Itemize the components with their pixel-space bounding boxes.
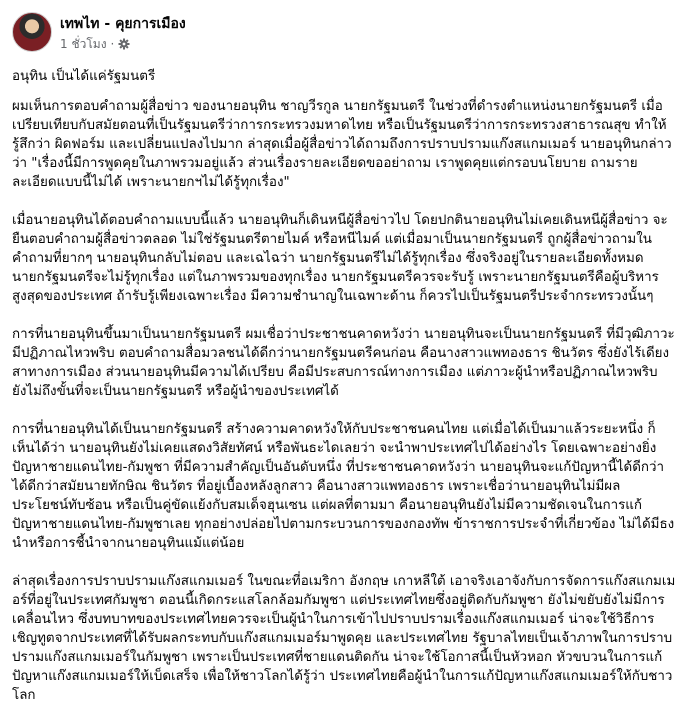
- post-paragraph-1: ผมเห็นการตอบคำถามผู้สื่อข่าว ของนายอนุทิน ชาญวีรกูล นายกรัฐมนตรี ในช่วงที่ดำรงตำแหน่งนายกรัฐมนตรี เมื่อเปรียบเทียบกับสมัยตอนที่เป็นรัฐมนตรีว่าการกระทรวงมหาดไทย หรือเป็นรัฐมนตรีว่าการกระทรวงสาธารณสุข ทำให้รู้สึกว่า ผิดฟอร์ม และเปลี่ยนแปลงไปมาก ล่าสุดเมื่อผู้สื่อข่าวได้ถามถึงการปราบปรามแก๊งสแกมเมอร์ นายอนุทินกล่าวว่า "เรื่องนี้มีการพูดคุยในภาพรวมอยู่แล้ว ส่วนเรื่องรายละเอียดขออย่าถาม เราพูดคุยแต่กรอบนโยบาย ถามรายละเอียดแบบนี้ไม่ได้ เพราะนายกฯไม่ได้รู้ทุกเรื่อง": [12, 99, 672, 190]
- post-timestamp[interactable]: 1 ชั่วโมง: [60, 37, 107, 51]
- post-body: [12, 67, 676, 724]
- post-paragraph-3: การที่นายอนุทินขึ้นมาเป็นนายกรัฐมนตรี ผมเชื่อว่าประชาชนคาดหวังว่า นายอนุทินจะเป็นนายกรัฐมนตรี ที่มีวุฒิภาวะมีปฏิภาณไหวพริบ ตอบคำถามสื่อมวลชนได้ดีกว่านายกรัฐมนตรีคนก่อน คือนางสาวแพทองธาร ชินวัตร ซึ่งยังไร้เดียงสาทางการเมือง ส่วนนายอนุทินมีความได้เปรียบ คือมีประสบการณ์ทางการเมือง แต่ภาวะผู้นำหรือปฏิภาณไหวพริบ ยังไม่ถึงขั้นที่จะเป็นนายกรัฐมนตรี หรือผู้นำของประเทศได้: [12, 327, 675, 399]
- author-name[interactable]: เทพไท - คุยการเมือง: [60, 16, 186, 32]
- gear-icon[interactable]: [118, 38, 130, 50]
- separator-dot: ·: [110, 37, 115, 51]
- post-paragraph-5: ล่าสุดเรื่องการปราบปรามแก๊งสแกมเมอร์ ในขณะที่อเมริกา อังกฤษ เกาหลีใต้ เอาจริงเอาจังกับการจัดการแก๊งสแกมเมอร์ที่อยู่ในประเทศกัมพูชา ตอนนี้เกิดกระแสโลกล้อมกัมพูชา แต่ประเทศไทยซึ่งอยู่ติดกับกัมพูชา ยังไม่ขยับยังไม่มีการเคลื่อนไหว ซึ่งบทบาทของประเทศไทยควรจะเป็นผู้นำในการเข้าไปปราบปรามเรื่องแก๊งสแกมเมอร์ น่าจะใช้วิธีการเชิญทูตจากประเทศที่ได้รับผลกระทบกับแก๊งสแกมเมอร์มาพูดคุย และประเทศไทย รัฐบาลไทยเป็นเจ้าภาพในการปราบปรามแก๊งสแกมเมอร์ในกัมพูชา เพราะเป็นประเทศที่ชายแดนติดกัน น่าจะใช้โอกาสนี้เป็นหัวหอก หัวขบวนในการแก้ปัญหาแก๊งสแกมเมอร์ให้เบ็ดเสร็จ เพื่อให้ชาวโลกได้รู้ว่า ประเทศไทยคือผู้นำในการแก้ปัญหาแก๊งสแกมเมอร์ให้กับชาวโลก: [12, 574, 676, 703]
- post-header: [12, 12, 186, 56]
- post-subline: [60, 36, 186, 52]
- avatar[interactable]: [12, 12, 52, 52]
- post-paragraph-4: การที่นายอนุทินได้เป็นนายกรัฐมนตรี สร้างความคาดหวังให้กับประชาชนคนไทย แต่เมื่อได้เป็นมาแล้วระยะหนึ่ง ก็เห็นได้ว่า นายอนุทินยังไม่เคยแสดงวิสัยทัศน์ หรือพันธะไดเลยว่า จะนำพาประเทศไปได้อย่างไร โดยเฉพาะอย่างยิ่งปัญหาชายแดนไทย-กัมพูชา ที่มีความสำคัญเป็นอันดับหนึ่ง ที่ประชาชนคาดหวังว่า นายอนุทินจะแก้ปัญหานี้ได้ดีกว่าได้ดีกว่าสมัยนายทักษิณ ชินวัตร ที่อยู่เบื้องหลังลูกสาว คือนางสาวแพทองธาร เพราะเชื่อว่านายอนุทินไม่มีผลประโยชน์ทับซ้อน หรือเป็นคู่ขัดแย้งกับสมเด็จฮุนเซน แต่ผลที่ตามมา คือนายอนุทินยังไม่มีความชัดเจนในการแก้ปัญหาชายแดนไทย-กัมพูชาเลย ทุกอย่างปล่อยไปตามกระบวนการของกองทัพ ข้าราชการประจำที่เกี่ยวข้อง ไม่ได้มีธงนำหรือการชี้นำจากนายอนุทินแม้แต่น้อย: [12, 422, 675, 551]
- post-meta: [60, 12, 186, 52]
- post-title: อนุทิน เป็นได้แค่รัฐมนตรี: [12, 69, 156, 84]
- post-paragraph-2: เมื่อนายอนุทินได้ตอบคำถามแบบนี้แล้ว นายอนุทินก็เดินหนีผู้สื่อข่าวไป โดยปกตินายอนุทินไม่เคยเดินหนีผู้สื่อข่าว จะยืนตอบคำถามผู้สื่อข่าวตลอด ไม่ใช่รัฐมนตรีตายไมค์ หรือหนีไมค์ แต่เมื่อมาเป็นนายกรัฐมนตรี ถูกผู้สื่อข่าวถามในคำถามที่ยากๆ นายอนุทินกลับไม่ตอบ และเฉไฉว่า นายกรัฐมนตรีไม่ได้รู้ทุกเรื่อง ซึ่งจริงอยู่ในรายละเอียดทั้งหมดนายกรัฐมนตรีจะไม่รู้ทุกเรื่อง แต่ในภาพรวมของทุกเรื่อง นายกรัฐมนตรีควรจะรับรู้ เพราะนายกรัฐมนตรีคือผู้บริหารสูงสุดของประเทศ ถ้ารับรู้เพียงเฉพาะเรื่อง มีความชำนาญในเฉพาะด้าน ก็ควรไปเป็นรัฐมนตรีประจำกระทรวงนั้นๆ: [12, 213, 668, 304]
